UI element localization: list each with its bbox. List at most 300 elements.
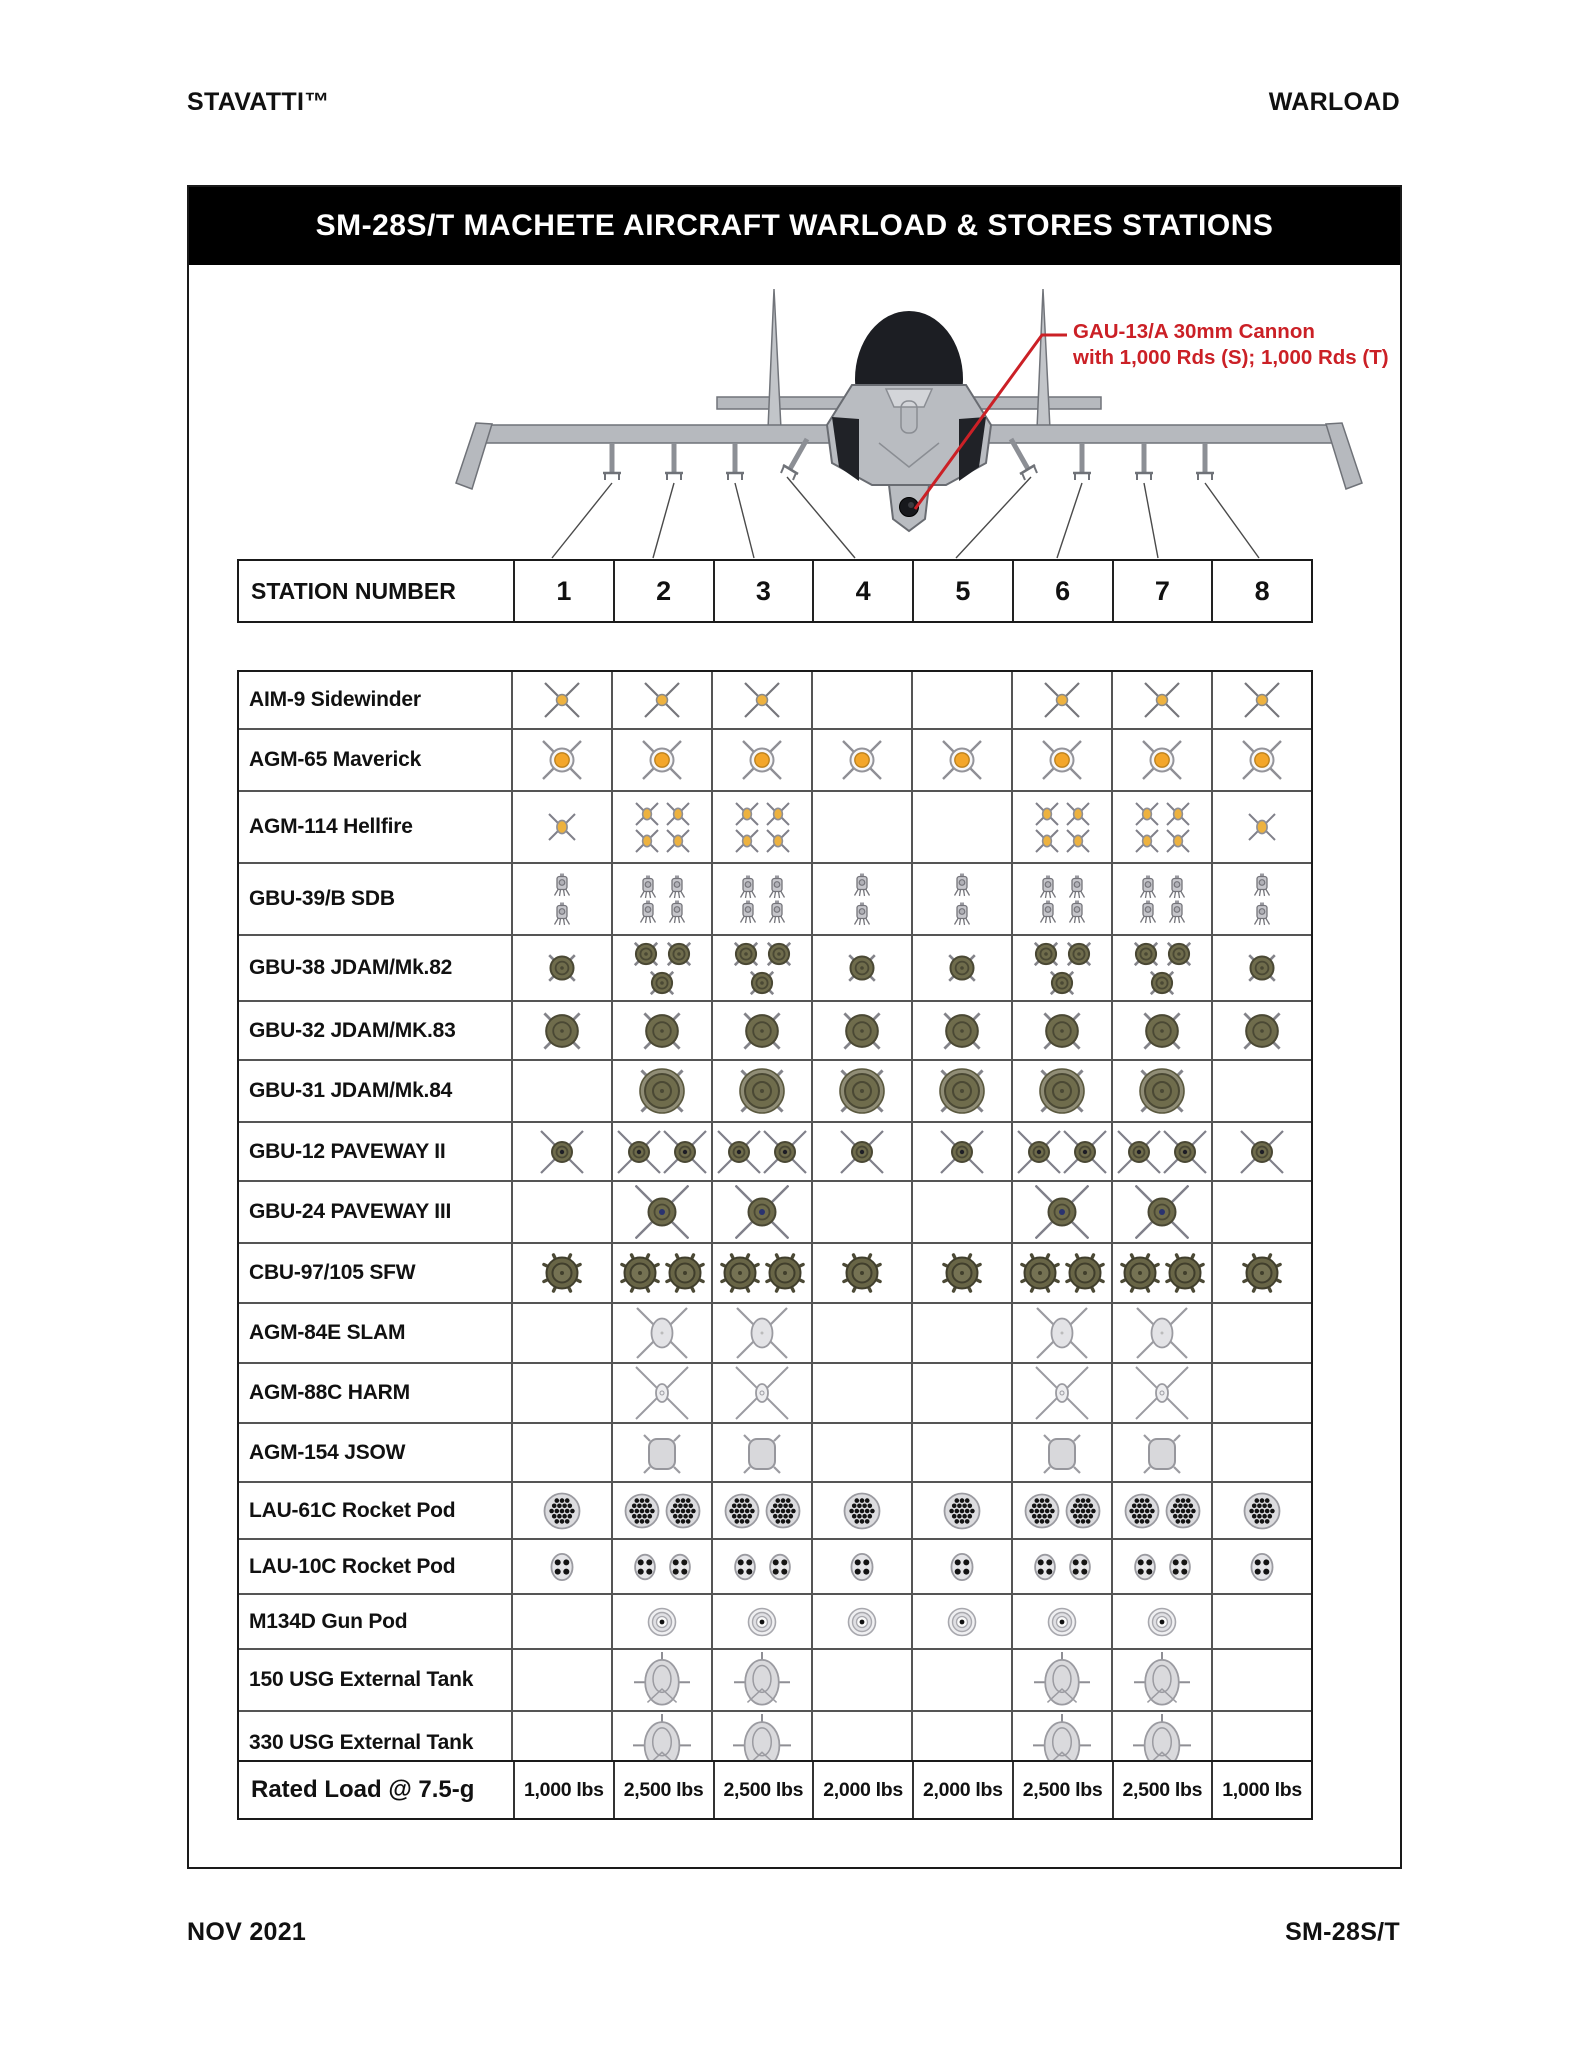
- weapon-cell-station-3: [711, 730, 811, 790]
- weapon-cell-station-3: [711, 1364, 811, 1422]
- weapon-cell-station-1: [513, 1540, 611, 1593]
- weapon-cell-station-2: [611, 1182, 711, 1242]
- lau10-rocket-pod-icon: [1065, 1552, 1095, 1582]
- gbu31-bomb-icon: [735, 1064, 789, 1118]
- agm65-missile-icon: [939, 737, 985, 783]
- aim9-missile-icon: [1242, 680, 1282, 720]
- weapon-cell-station-4: [811, 1364, 911, 1422]
- weapon-cell-station-7: [1111, 1364, 1211, 1422]
- weapon-cell-station-5: [911, 1123, 1011, 1180]
- rated-load-3: 2,500 lbs: [713, 1762, 813, 1818]
- weapon-cell-station-6: [1011, 730, 1111, 790]
- station-number-4: 4: [812, 561, 912, 621]
- agm65-missile-icon: [839, 737, 885, 783]
- lau10-rocket-pod-icon: [765, 1552, 795, 1582]
- weapon-cell-station-3: [711, 1483, 811, 1538]
- weapon-cell-station-3: [711, 1304, 811, 1362]
- sdb-bomb-icon: [1136, 875, 1160, 899]
- station-number-8: 8: [1211, 561, 1311, 621]
- gbu38-bomb-icon: [1165, 940, 1193, 968]
- weapon-cell-station-7: [1111, 672, 1211, 728]
- weapon-cell-station-3: [711, 936, 811, 1000]
- weapon-label: GBU-32 JDAM/MK.83: [239, 1002, 513, 1059]
- weapon-cell-station-1: [513, 730, 611, 790]
- hellfire-missile-icon: [1165, 801, 1191, 827]
- weapon-cell-station-1: [513, 1002, 611, 1059]
- lau10-rocket-pod-icon: [1130, 1552, 1160, 1582]
- document-footer: [187, 1918, 1400, 1947]
- weapon-cell-station-5: [911, 730, 1011, 790]
- hellfire-missile-icon: [734, 801, 760, 827]
- weapon-cell-station-7: [1111, 1304, 1211, 1362]
- document-header: [187, 88, 1400, 117]
- cbu97-dispenser-icon: [1165, 1253, 1205, 1293]
- sdb-bomb-icon: [765, 875, 789, 899]
- weapon-cell-station-4: [811, 1650, 911, 1710]
- hellfire-missile-icon: [634, 828, 660, 854]
- weapon-cell-station-7: [1111, 1182, 1211, 1242]
- weapon-row: [239, 728, 1311, 790]
- lau10-rocket-pod-icon: [546, 1551, 578, 1583]
- weapon-row: [239, 1538, 1311, 1593]
- gbu12-bomb-icon: [1163, 1130, 1207, 1174]
- station-number-table: [237, 559, 1313, 623]
- weapon-cell-station-3: [711, 1540, 811, 1593]
- hellfire-missile-icon: [1034, 828, 1060, 854]
- weapon-label: LAU-61C Rocket Pod: [239, 1483, 513, 1538]
- cbu97-dispenser-icon: [842, 1253, 882, 1293]
- weapon-cell-station-2: [611, 1424, 711, 1481]
- weapon-cell-station-4: [811, 1595, 911, 1648]
- lau61-rocket-pod-icon: [1243, 1492, 1281, 1530]
- jsow-glide-bomb-icon: [1141, 1432, 1183, 1474]
- rated-load-table: [237, 1760, 1313, 1820]
- weapon-cell-station-8: [1211, 936, 1311, 1000]
- weapon-cell-station-8: [1211, 792, 1311, 862]
- weapon-cell-station-2: [611, 672, 711, 728]
- weapon-cell-station-6: [1011, 1364, 1111, 1422]
- warload-matrix: [237, 670, 1313, 1776]
- lau61-rocket-pod-icon: [943, 1492, 981, 1530]
- jsow-glide-bomb-icon: [1041, 1432, 1083, 1474]
- weapon-row: [239, 790, 1311, 862]
- gbu12-bomb-icon: [1117, 1130, 1161, 1174]
- harm-missile-icon: [735, 1366, 789, 1420]
- agm65-missile-icon: [639, 737, 685, 783]
- weapon-cell-station-4: [811, 730, 911, 790]
- external-tank-150-icon: [734, 1652, 790, 1708]
- agm65-missile-icon: [739, 737, 785, 783]
- agm65-missile-icon: [539, 737, 585, 783]
- sdb-bomb-icon: [950, 873, 974, 897]
- weapon-row: [239, 1059, 1311, 1121]
- page-title: SM-28S/T MACHETE AIRCRAFT WARLOAD & STORES STATIONS: [315, 209, 1274, 242]
- aim9-missile-icon: [742, 680, 782, 720]
- weapon-cell-station-2: [611, 1002, 711, 1059]
- lau61-rocket-pod-icon: [724, 1493, 760, 1529]
- weapon-cell-station-5: [911, 1304, 1011, 1362]
- weapon-cell-station-3: [711, 672, 811, 728]
- gbu31-bomb-icon: [935, 1064, 989, 1118]
- weapon-cell-station-3: [711, 864, 811, 934]
- lau10-rocket-pod-icon: [846, 1551, 878, 1583]
- gbu32-bomb-icon: [1040, 1009, 1084, 1053]
- rated-load-1: 1,000 lbs: [524, 1778, 604, 1801]
- weapon-label: 150 USG External Tank: [239, 1650, 513, 1710]
- rated-load-2: 2,500 lbs: [613, 1762, 713, 1818]
- brand-name: STAVATTI™: [187, 88, 330, 116]
- weapon-cell-station-5: [911, 864, 1011, 934]
- weapon-cell-station-5: [911, 672, 1011, 728]
- external-tank-150-icon: [1034, 1652, 1090, 1708]
- weapon-cell-station-5: [911, 1540, 1011, 1593]
- weapon-cell-station-1: [513, 1424, 611, 1481]
- hellfire-missile-icon: [1247, 812, 1277, 842]
- sdb-bomb-icon: [736, 900, 760, 924]
- weapon-cell-station-7: [1111, 1002, 1211, 1059]
- weapon-cell-station-2: [611, 1650, 711, 1710]
- weapon-cell-station-8: [1211, 1540, 1311, 1593]
- gbu38-bomb-icon: [732, 940, 760, 968]
- lau10-rocket-pod-icon: [1246, 1551, 1278, 1583]
- agm65-missile-icon: [1239, 737, 1285, 783]
- weapon-cell-station-3: [711, 1182, 811, 1242]
- rated-load-8: 1,000 lbs: [1211, 1762, 1311, 1818]
- weapon-label: 330 USG External Tank: [239, 1712, 513, 1774]
- hellfire-missile-icon: [1134, 828, 1160, 854]
- weapon-cell-station-3: [711, 1244, 811, 1302]
- footer-model: SM-28S/T: [1285, 1918, 1400, 1946]
- gbu38-bomb-icon: [665, 940, 693, 968]
- aim9-missile-icon: [542, 680, 582, 720]
- sdb-bomb-icon: [1165, 875, 1189, 899]
- cbu97-dispenser-icon: [765, 1253, 805, 1293]
- hellfire-missile-icon: [765, 801, 791, 827]
- weapon-cell-station-8: [1211, 1424, 1311, 1481]
- sdb-bomb-icon: [665, 875, 689, 899]
- weapon-cell-station-2: [611, 792, 711, 862]
- weapon-cell-station-5: [911, 1364, 1011, 1422]
- weapon-cell-station-5: [911, 792, 1011, 862]
- weapon-cell-station-4: [811, 1540, 911, 1593]
- gbu12-bomb-icon: [617, 1130, 661, 1174]
- gbu12-bomb-icon: [663, 1130, 707, 1174]
- gbu31-bomb-icon: [1135, 1064, 1189, 1118]
- gbu38-bomb-icon: [1148, 969, 1176, 997]
- weapon-cell-station-8: [1211, 1123, 1311, 1180]
- weapon-cell-station-2: [611, 864, 711, 934]
- hellfire-missile-icon: [547, 812, 577, 842]
- station-number-1: 1: [556, 575, 572, 606]
- weapon-cell-station-6: [1011, 672, 1111, 728]
- m134-gun-pod-icon: [946, 1606, 978, 1638]
- gbu12-bomb-icon: [717, 1130, 761, 1174]
- lau61-rocket-pod-icon: [1024, 1493, 1060, 1529]
- cannon-callout-line2: with 1,000 Rds (S); 1,000 Rds (T): [1073, 346, 1389, 369]
- weapon-cell-station-1: [513, 1123, 611, 1180]
- weapon-cell-station-5: [911, 1424, 1011, 1481]
- aim9-missile-icon: [1042, 680, 1082, 720]
- m134-gun-pod-icon: [1146, 1606, 1178, 1638]
- weapon-cell-station-1: [513, 1650, 611, 1710]
- weapon-cell-station-1: [513, 1304, 611, 1362]
- station-number-5: 5: [912, 561, 1012, 621]
- cannon-callout-text: [1073, 319, 1389, 371]
- gbu38-bomb-icon: [748, 969, 776, 997]
- weapon-cell-station-3: [711, 792, 811, 862]
- weapon-row: [239, 1302, 1311, 1362]
- aim9-missile-icon: [1142, 680, 1182, 720]
- weapon-cell-station-2: [611, 730, 711, 790]
- cbu97-dispenser-icon: [620, 1253, 660, 1293]
- lau61-rocket-pod-icon: [665, 1493, 701, 1529]
- weapon-label: AGM-84E SLAM: [239, 1304, 513, 1362]
- weapon-cell-station-7: [1111, 864, 1211, 934]
- gbu12-bomb-icon: [940, 1130, 984, 1174]
- weapon-cell-station-8: [1211, 1002, 1311, 1059]
- aircraft-front-view: [189, 267, 1400, 559]
- weapon-cell-station-8: [1211, 1182, 1311, 1242]
- weapon-label: LAU-10C Rocket Pod: [239, 1540, 513, 1593]
- cbu97-dispenser-icon: [542, 1253, 582, 1293]
- weapon-cell-station-5: [911, 936, 1011, 1000]
- weapon-cell-station-8: [1211, 1650, 1311, 1710]
- weapon-cell-station-2: [611, 1123, 711, 1180]
- weapon-cell-station-7: [1111, 1483, 1211, 1538]
- sdb-bomb-icon: [1136, 900, 1160, 924]
- station-number-6: 6: [1012, 561, 1112, 621]
- jsow-glide-bomb-icon: [741, 1432, 783, 1474]
- weapon-cell-station-4: [811, 1123, 911, 1180]
- m134-gun-pod-icon: [1046, 1606, 1078, 1638]
- slam-missile-icon: [1135, 1306, 1189, 1360]
- weapon-cell-station-6: [1011, 1650, 1111, 1710]
- weapon-cell-station-3: [711, 1650, 811, 1710]
- weapon-cell-station-1: [513, 672, 611, 728]
- jsow-glide-bomb-icon: [641, 1432, 683, 1474]
- lau10-rocket-pod-icon: [730, 1552, 760, 1582]
- sdb-bomb-icon: [850, 902, 874, 926]
- weapon-cell-station-5: [911, 1650, 1011, 1710]
- weapon-cell-station-6: [1011, 1483, 1111, 1538]
- weapon-cell-station-6: [1011, 1182, 1111, 1242]
- weapon-cell-station-6: [1011, 864, 1111, 934]
- weapon-cell-station-4: [811, 792, 911, 862]
- rated-load-5: 2,000 lbs: [912, 1762, 1012, 1818]
- weapon-cell-station-8: [1211, 1061, 1311, 1121]
- weapon-cell-station-7: [1111, 1595, 1211, 1648]
- weapon-label: GBU-31 JDAM/Mk.84: [239, 1061, 513, 1121]
- rated-load-6: 2,500 lbs: [1012, 1762, 1112, 1818]
- weapon-cell-station-2: [611, 1483, 711, 1538]
- weapon-cell-station-4: [811, 672, 911, 728]
- sdb-bomb-icon: [1250, 873, 1274, 897]
- station-number-2: 2: [613, 561, 713, 621]
- sdb-bomb-icon: [950, 902, 974, 926]
- weapon-cell-station-4: [811, 1483, 911, 1538]
- weapon-label: GBU-24 PAVEWAY III: [239, 1182, 513, 1242]
- harm-missile-icon: [635, 1366, 689, 1420]
- weapon-cell-station-2: [611, 1244, 711, 1302]
- weapon-row: [239, 1422, 1311, 1481]
- weapon-cell-station-7: [1111, 1123, 1211, 1180]
- weapon-cell-station-3: [711, 1002, 811, 1059]
- weapon-cell-station-5: [911, 1002, 1011, 1059]
- weapon-cell-station-2: [611, 1061, 711, 1121]
- gbu32-bomb-icon: [1240, 1009, 1284, 1053]
- weapon-cell-station-5: [911, 1244, 1011, 1302]
- gbu38-bomb-icon: [1065, 940, 1093, 968]
- aircraft-diagram: [189, 267, 1400, 559]
- weapon-row: [239, 1242, 1311, 1302]
- weapon-row: [239, 862, 1311, 934]
- sdb-bomb-icon: [665, 900, 689, 924]
- weapon-cell-station-6: [1011, 936, 1111, 1000]
- gbu24-bomb-icon: [635, 1185, 689, 1239]
- sdb-bomb-icon: [1250, 902, 1274, 926]
- gbu38-bomb-icon: [1246, 952, 1278, 984]
- gbu38-bomb-icon: [765, 940, 793, 968]
- sdb-bomb-icon: [1065, 900, 1089, 924]
- weapon-cell-station-6: [1011, 1304, 1111, 1362]
- cbu97-dispenser-icon: [1242, 1253, 1282, 1293]
- lau61-rocket-pod-icon: [843, 1492, 881, 1530]
- gbu31-bomb-icon: [1035, 1064, 1089, 1118]
- footer-date: NOV 2021: [187, 1918, 307, 1946]
- gbu12-bomb-icon: [840, 1130, 884, 1174]
- rated-load-7: 2,500 lbs: [1112, 1762, 1212, 1818]
- agm65-missile-icon: [1139, 737, 1185, 783]
- weapon-label: AIM-9 Sidewinder: [239, 672, 513, 728]
- weapon-cell-station-4: [811, 1244, 911, 1302]
- weapon-cell-station-5: [911, 1483, 1011, 1538]
- weapon-label: M134D Gun Pod: [239, 1595, 513, 1648]
- m134-gun-pod-icon: [646, 1606, 678, 1638]
- weapon-cell-station-5: [911, 1182, 1011, 1242]
- weapon-cell-station-4: [811, 1304, 911, 1362]
- weapon-cell-station-6: [1011, 1540, 1111, 1593]
- weapon-cell-station-1: [513, 1364, 611, 1422]
- weapon-cell-station-7: [1111, 936, 1211, 1000]
- gbu38-bomb-icon: [648, 969, 676, 997]
- hellfire-missile-icon: [665, 801, 691, 827]
- weapon-cell-station-7: [1111, 1540, 1211, 1593]
- weapon-label: AGM-65 Maverick: [239, 730, 513, 790]
- weapon-label: CBU-97/105 SFW: [239, 1244, 513, 1302]
- lau10-rocket-pod-icon: [665, 1552, 695, 1582]
- weapon-row: [239, 1648, 1311, 1710]
- weapon-cell-station-6: [1011, 1424, 1111, 1481]
- weapon-cell-station-8: [1211, 672, 1311, 728]
- station-number-label: STATION NUMBER: [239, 561, 515, 621]
- m134-gun-pod-icon: [746, 1606, 778, 1638]
- lau61-rocket-pod-icon: [543, 1492, 581, 1530]
- lau61-rocket-pod-icon: [1065, 1493, 1101, 1529]
- weapon-label: AGM-154 JSOW: [239, 1424, 513, 1481]
- weapon-cell-station-1: [513, 1244, 611, 1302]
- weapon-cell-station-2: [611, 1304, 711, 1362]
- weapon-label: GBU-38 JDAM/Mk.82: [239, 936, 513, 1000]
- gbu12-bomb-icon: [1017, 1130, 1061, 1174]
- weapon-cell-station-5: [911, 1595, 1011, 1648]
- weapon-row: [239, 1481, 1311, 1538]
- weapon-cell-station-1: [513, 1182, 611, 1242]
- weapon-cell-station-2: [611, 1540, 711, 1593]
- gbu38-bomb-icon: [1048, 969, 1076, 997]
- gbu31-bomb-icon: [835, 1064, 889, 1118]
- hellfire-missile-icon: [634, 801, 660, 827]
- sdb-bomb-icon: [550, 873, 574, 897]
- weapon-cell-station-6: [1011, 1244, 1111, 1302]
- hellfire-missile-icon: [1065, 828, 1091, 854]
- slam-missile-icon: [735, 1306, 789, 1360]
- weapon-cell-station-8: [1211, 1304, 1311, 1362]
- sdb-bomb-icon: [636, 900, 660, 924]
- weapon-cell-station-7: [1111, 1061, 1211, 1121]
- cbu97-dispenser-icon: [1020, 1253, 1060, 1293]
- sdb-bomb-icon: [736, 875, 760, 899]
- lau61-rocket-pod-icon: [1124, 1493, 1160, 1529]
- cbu97-dispenser-icon: [942, 1253, 982, 1293]
- hellfire-missile-icon: [665, 828, 691, 854]
- lau10-rocket-pod-icon: [1165, 1552, 1195, 1582]
- gbu38-bomb-icon: [546, 952, 578, 984]
- gbu32-bomb-icon: [540, 1009, 584, 1053]
- gbu32-bomb-icon: [640, 1009, 684, 1053]
- weapon-cell-station-2: [611, 936, 711, 1000]
- hellfire-missile-icon: [765, 828, 791, 854]
- weapon-label: AGM-114 Hellfire: [239, 792, 513, 862]
- cbu97-dispenser-icon: [665, 1253, 705, 1293]
- lau61-rocket-pod-icon: [624, 1493, 660, 1529]
- gbu12-bomb-icon: [540, 1130, 584, 1174]
- aim9-missile-icon: [642, 680, 682, 720]
- weapon-cell-station-6: [1011, 792, 1111, 862]
- weapon-cell-station-4: [811, 1182, 911, 1242]
- weapon-row: [239, 1180, 1311, 1242]
- lau10-rocket-pod-icon: [946, 1551, 978, 1583]
- weapon-row: [239, 672, 1311, 728]
- weapon-cell-station-1: [513, 1061, 611, 1121]
- weapon-cell-station-3: [711, 1595, 811, 1648]
- weapon-row: [239, 1362, 1311, 1422]
- gbu38-bomb-icon: [1132, 940, 1160, 968]
- rated-load-label: Rated Load @ 7.5-g: [239, 1762, 515, 1818]
- weapon-cell-station-4: [811, 1424, 911, 1481]
- cbu97-dispenser-icon: [1065, 1253, 1105, 1293]
- hellfire-missile-icon: [734, 828, 760, 854]
- gbu12-bomb-icon: [1240, 1130, 1284, 1174]
- station-number-7: 7: [1112, 561, 1212, 621]
- gbu24-bomb-icon: [1035, 1185, 1089, 1239]
- page-label: WARLOAD: [1268, 88, 1400, 116]
- m134-gun-pod-icon: [846, 1606, 878, 1638]
- weapon-cell-station-1: [513, 864, 611, 934]
- gbu12-bomb-icon: [763, 1130, 807, 1174]
- gbu32-bomb-icon: [840, 1009, 884, 1053]
- gbu32-bomb-icon: [1140, 1009, 1184, 1053]
- gbu24-bomb-icon: [1135, 1185, 1189, 1239]
- weapon-cell-station-8: [1211, 864, 1311, 934]
- gbu31-bomb-icon: [635, 1064, 689, 1118]
- gbu38-bomb-icon: [1032, 940, 1060, 968]
- weapon-cell-station-7: [1111, 1244, 1211, 1302]
- gbu24-bomb-icon: [735, 1185, 789, 1239]
- weapon-row: [239, 1121, 1311, 1180]
- weapon-cell-station-2: [611, 1595, 711, 1648]
- weapon-label: AGM-88C HARM: [239, 1364, 513, 1422]
- lau61-rocket-pod-icon: [1165, 1493, 1201, 1529]
